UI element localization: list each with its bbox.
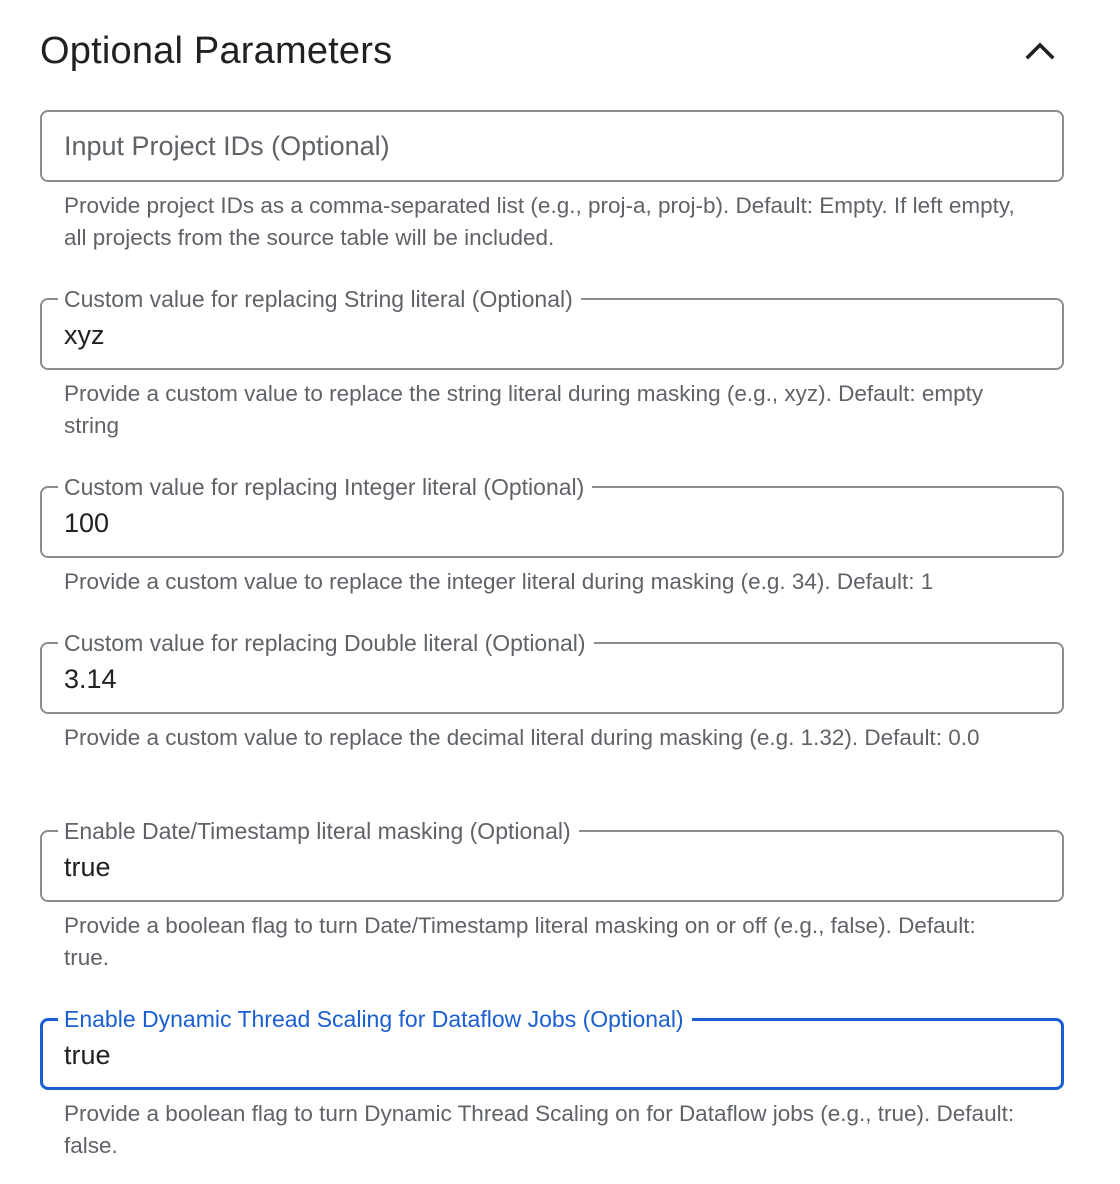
project-ids-helper-text: Provide project IDs as a comma-separated list (e.g., proj-a, proj-b). Default: Empty. If left empty, all projects from the source table will be included. [64,193,1015,250]
project-ids-field [40,110,1064,254]
double-literal-value[interactable]: 3.14 [64,664,117,694]
integer-literal-field [40,474,1064,598]
integer-literal-label: Custom value for replacing Integer literal (Optional) [58,474,592,500]
double-literal-field [40,630,1064,754]
date-masking-value[interactable]: true [64,852,111,882]
date-masking-field [40,818,1064,974]
dynamic-thread-scaling-field [40,1006,1064,1162]
string-literal-helper-text: Provide a custom value to replace the string literal during masking (e.g., xyz). Default: empty string [64,381,984,438]
section-title: Optional Parameters [40,30,393,72]
double-literal-input[interactable] [40,630,1064,714]
integer-literal-helper-text: Provide a custom value to replace the integer literal during masking (e.g. 34). Default: 1 [64,569,934,594]
date-masking-helper-text: Provide a boolean flag to turn Date/Timestamp literal masking on or off (e.g., false). Default: true. [64,913,976,970]
dynamic-thread-scaling-value[interactable]: true [64,1040,111,1070]
collapse-button[interactable] [1020,30,1060,70]
integer-literal-input[interactable] [40,474,1064,558]
dynamic-thread-scaling-label: Enable Dynamic Thread Scaling for Dataflow Jobs (Optional) [58,1006,692,1032]
string-literal-field [40,286,1064,442]
date-masking-input[interactable] [40,818,1064,902]
string-literal-input[interactable] [40,286,1064,370]
project-ids-input[interactable] [40,110,1064,182]
dynamic-thread-scaling-helper-text: Provide a boolean flag to turn Dynamic Thread Scaling on for Dataflow jobs (e.g., true). Default: false. [64,1101,1015,1158]
double-literal-label: Custom value for replacing Double literal (Optional) [58,630,594,656]
string-literal-value[interactable]: xyz [64,320,105,350]
date-masking-label: Enable Date/Timestamp literal masking (Optional) [58,818,579,844]
string-literal-label: Custom value for replacing String literal (Optional) [58,286,581,312]
dynamic-thread-scaling-input[interactable] [40,1006,1064,1090]
double-literal-helper-text: Provide a custom value to replace the decimal literal during masking (e.g. 1.32). Default: 0.0 [64,725,980,750]
chevron-up-icon [1025,40,1055,60]
integer-literal-value[interactable]: 100 [64,508,110,538]
project-ids-placeholder: Input Project IDs (Optional) [64,131,390,161]
optional-parameters-header[interactable] [40,22,1064,82]
